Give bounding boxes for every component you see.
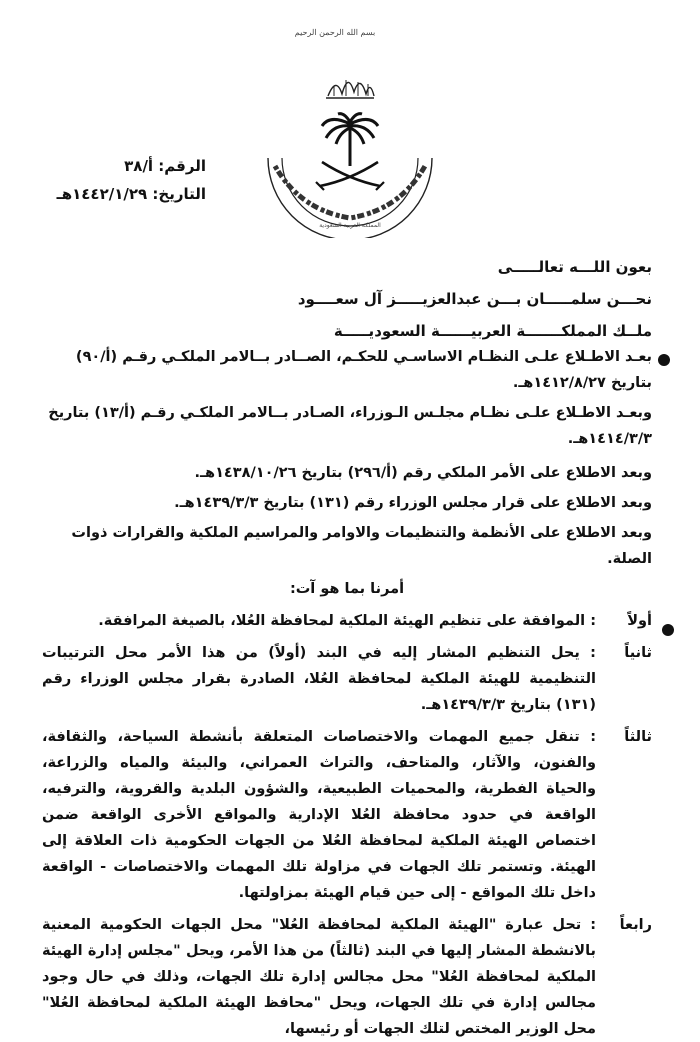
preamble-paragraph: وبعد الاطلاع على الأنظمة والتنظيمات والاوامر والمراسيم الملكية والقرارات ذوات الصلة. xyxy=(71,525,652,567)
clause-4 xyxy=(42,912,652,1042)
preamble-paragraph: وبعـد الاطـلاع علـى نظـام مجلـس الـوزراء، الصـادر بــالامر الملكـي رقـم (أ/١٣) بتاريخ ١٤١٤/٣/٣هـ. xyxy=(48,405,652,447)
clause-text: : تحل عبارة "الهيئة الملكية لمحافظة العُلا" محل الجهات الحكومية المعنية بالانشطة المشار إليها في البند (ثالثاً) من هذا الأمر، ويحل "مجلس إدارة الهيئة الملكية لمحافظة العُلا" محل مجالس إدارة تلك الجهات، وذلك في حال وجود مجالس إدارة في تلك الجهات، ويحل "محافظ الهيئة الملكية لمحافظة العُلا" محل الوزير المختص لتلك الجهات أو رئيسها، xyxy=(42,912,596,1042)
clause-2 xyxy=(42,640,652,718)
clause-text: : الموافقة على تنظيم الهيئة الملكية لمحافظة العُلا، بالصيغة المرافقة. xyxy=(42,608,596,634)
preamble-paragraph: وبعد الاطلاع على الأمر الملكي رقم (أ/٢٩٦) بتاريخ ١٤٣٨/١٠/٢٦هـ. xyxy=(194,465,652,481)
document-reference xyxy=(57,152,206,208)
preamble-paragraph: وبعد الاطلاع على قرار مجلس الوزراء رقم (١٣١) بتاريخ ١٤٣٩/٣/٣هـ. xyxy=(174,495,652,511)
reference-date-label: التاريخ: xyxy=(152,185,206,203)
reference-number-row xyxy=(57,152,206,180)
clause-label: رابعاً xyxy=(619,917,652,933)
punch-hole-mark xyxy=(658,354,670,366)
document-body xyxy=(42,344,652,1042)
intro-line-3: ملــك المملكـــــــة العربيــــــة السعوديـــــة xyxy=(333,322,652,340)
order-intro: أمرنا بما هو آت: xyxy=(289,581,405,597)
preamble-paragraph: بعـد الاطـلاع علـى النظـام الاساسـي للحكـم، الصــادر بــالامر الملكـي رقـم (أ/٩٠) بتاريخ ١٤١٢/٨/٢٧هـ. xyxy=(75,349,652,391)
punch-hole-mark xyxy=(662,624,674,636)
reference-date: ١٤٤٢/١/٢٩هـ xyxy=(56,185,148,203)
clause-text: : يحل التنظيم المشار إليه في البند (أولاً) من هذا الأمر محل الترتيبات التنظيمية للهيئة الملكية لمحافظة العُلا، الصادرة بقرار مجلس الوزراء رقم (١٣١) بتاريخ ١٤٣٩/٣/٣هـ. xyxy=(42,640,596,718)
basmala-calligraphy: بسم الله الرحمن الرحيم xyxy=(294,28,376,37)
clause-3 xyxy=(42,724,652,906)
clause-label: ثالثاً xyxy=(624,729,652,745)
clause-1 xyxy=(42,608,652,634)
clause-label: ثانياً xyxy=(624,645,652,661)
reference-number: أ/٣٨ xyxy=(124,157,154,175)
reference-number-label: الرقم: xyxy=(158,157,206,175)
clause-label: أولاً xyxy=(627,613,652,629)
shahada-calligraphy-icon xyxy=(322,68,378,102)
clause-text: : تنقل جميع المهمات والاختصاصات المتعلقة بأنشطة السياحة، والثقافة، والفنون، والآثار، والمتاحف، والتراث العمراني، والبيئة والمياه والزراعة، والحياة الفطرية، والمحميات الطبيعية، والشؤون البلدية والقروية، والترفيه، الواقعة في حدود محافظة العُلا الإدارية والمواقع الأخرى الواقعة ضمن اختصاص الهيئة الملكية لمحافظة العُلا من الجهات الحكومية ذات العلاقة إلى الهيئة. وتستمر تلك الجهات في مزاولة تلك المهمات والاختصاصات - الواقعة داخل تلك المواقع - إلى حين قيام الهيئة بمزاولتها. xyxy=(42,724,596,906)
saudi-emblem-seal-icon xyxy=(260,110,440,238)
intro-line-1: بعون اللـــه تعالـــــى xyxy=(497,258,652,276)
reference-date-row xyxy=(57,180,206,208)
intro-line-2: نحـــن سلمـــــان بـــن عبدالعزيـــــز آل سعــــود xyxy=(297,290,652,308)
seal-ring-text: المملكة العربية السعودية xyxy=(319,222,381,229)
